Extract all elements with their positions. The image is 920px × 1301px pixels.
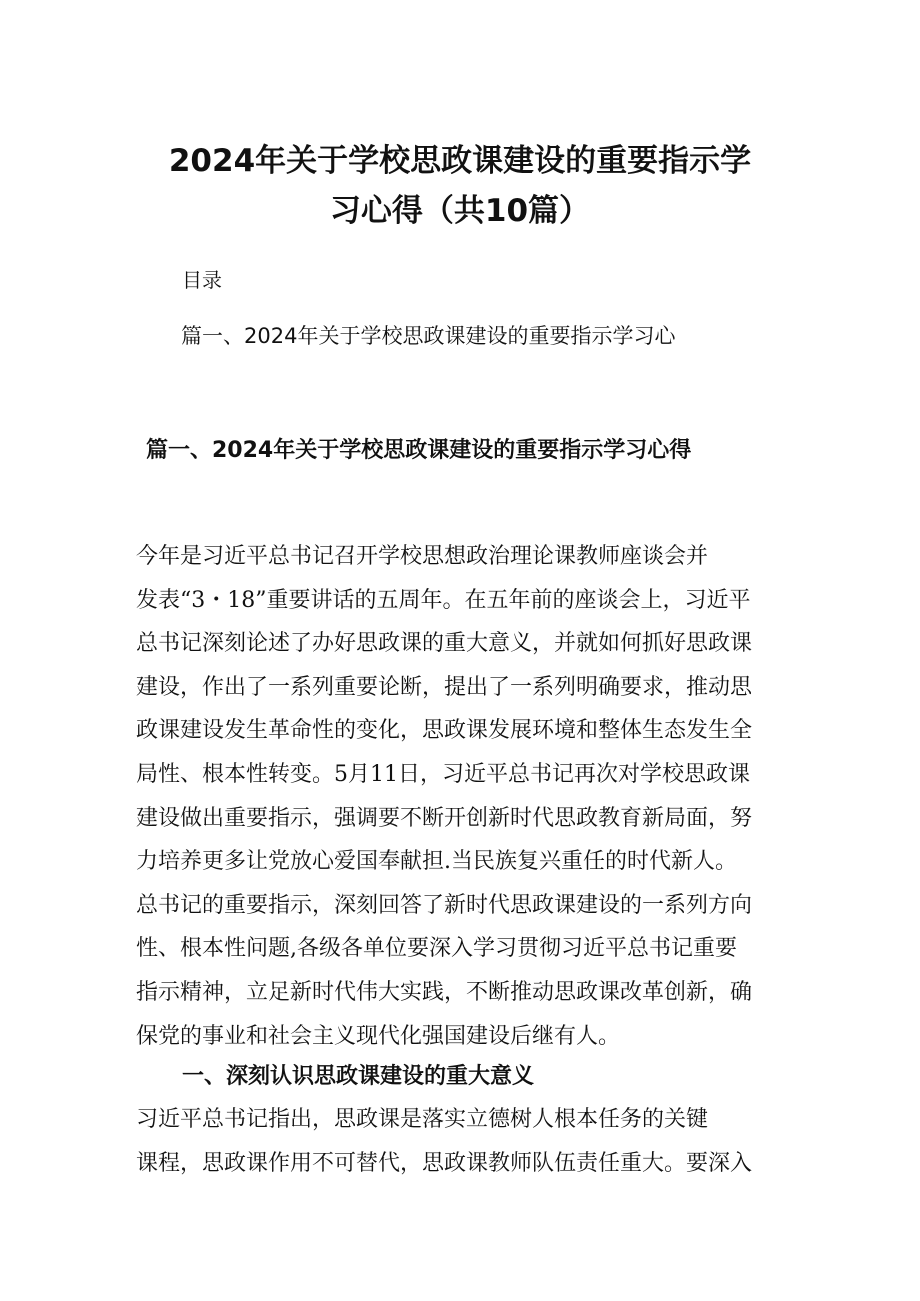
paragraph-line: 课程，思政课作用不可替代，思政课教师队伍责任重大。要深入	[136, 1150, 753, 1176]
paragraph-line: 习近平总书记指出，思政课是落实立德树人根本任务的关键	[136, 1107, 709, 1132]
paragraph-2	[136, 1098, 786, 1185]
title-line-2: 习心得（共10篇）	[329, 193, 591, 229]
paragraph-line: 政课建设发生革命性的变化，思政课发展环境和整体生态发生全	[136, 718, 753, 744]
paragraph-line: 今年是习近平总书记召开学校思想政治理论课教师座谈会并	[136, 544, 709, 569]
section-heading-1: 一、深刻认识思政课建设的重大意义	[182, 1064, 535, 1089]
paragraph-line: 性、根本性问题,各级各单位要深入学习贯彻习近平总书记重要	[136, 936, 737, 962]
paragraph-line: 总书记深刻论述了办好思政课的重大意义，并就如何抓好思政课	[136, 631, 753, 657]
paragraph-line: 局性、根本性转变。5月11日，习近平总书记再次对学校思政课	[136, 761, 750, 787]
paragraph-line: 保党的事业和社会主义现代化强国建设后继有人。	[136, 1023, 621, 1049]
title-line-1: 2024年关于学校思政课建设的重要指示学	[168, 143, 752, 179]
paragraph-1	[136, 535, 786, 1058]
article-heading: 篇一、2024年关于学校思政课建设的重要指示学习心得	[146, 438, 692, 463]
toc-label: 目录	[182, 268, 222, 292]
toc-item-1[interactable]: 篇一、2024年关于学校思政课建设的重要指示学习心	[181, 324, 676, 348]
paragraph-line: 建设做出重要指示，强调要不断开创新时代思政教育新局面，努	[136, 805, 753, 831]
paragraph-line: 建设，作出了一系列重要论断，提出了一系列明确要求，推动思	[136, 674, 753, 700]
paragraph-line: 指示精神，立足新时代伟大实践，不断推动思政课改革创新，确	[136, 979, 753, 1005]
document-title	[120, 136, 800, 236]
paragraph-line: 总书记的重要指示，深刻回答了新时代思政课建设的一系列方向	[136, 892, 753, 918]
paragraph-line: 力培养更多让党放心爱国奉献担.当民族复兴重任的时代新人。	[136, 849, 737, 875]
paragraph-line: 发表“3・18”重要讲话的五周年。在五年前的座谈会上，习近平	[136, 587, 751, 613]
